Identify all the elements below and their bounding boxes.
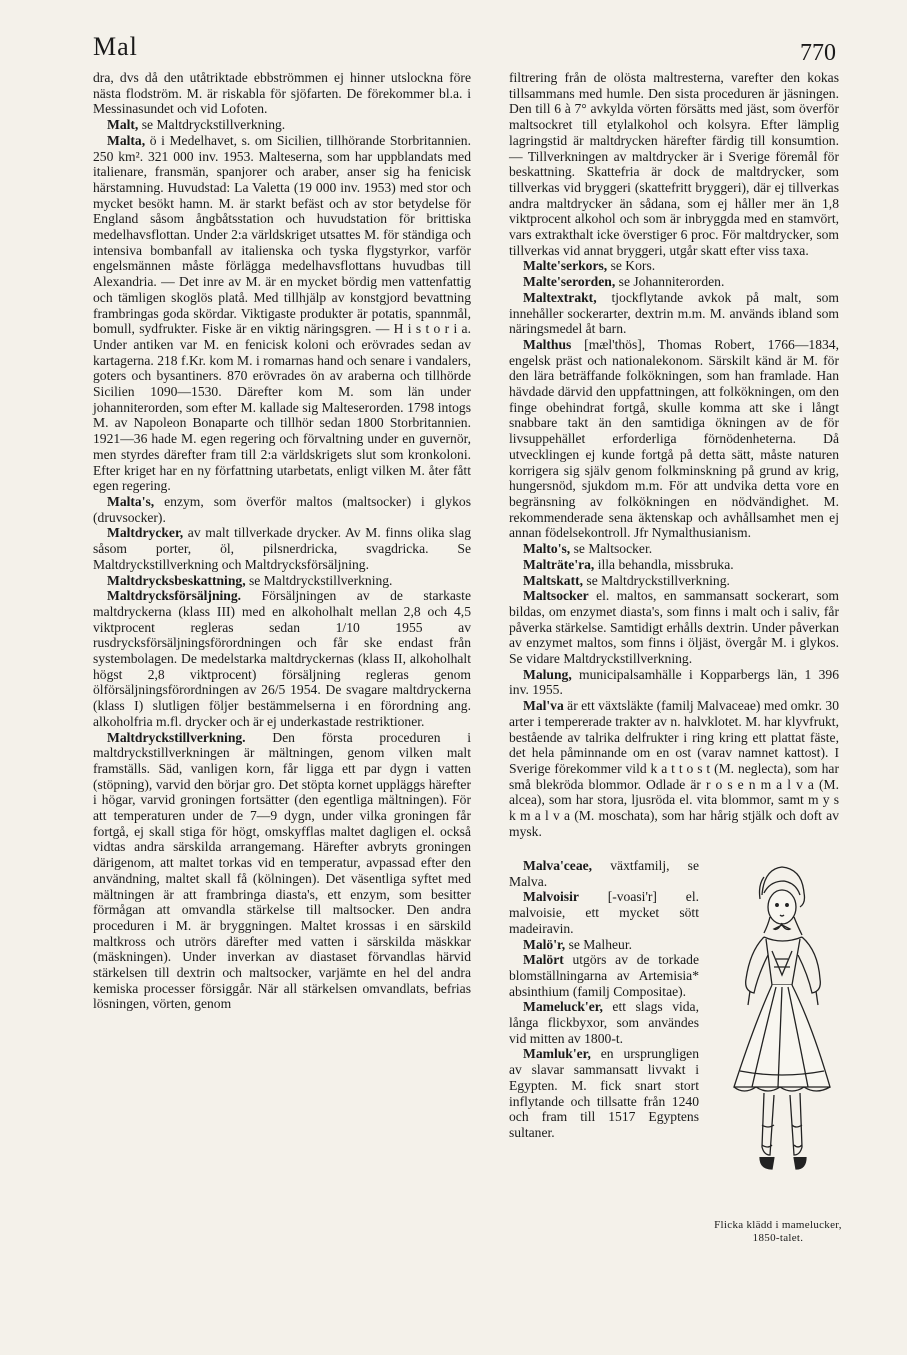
right-column [509, 70, 839, 839]
right-wrap-column [509, 858, 699, 1141]
entry-maltsocker: Maltsocker el. maltos, en sammansatt sockerart, som bildas, om enzymet diasta's, som finns i malt och i saliv, får påverka stärkelse. Samtidigt erhålls dextrin. Under påverkan av enzymet maltos, som finns i öljäst, övergår M. i glykos. Se vidare Maltdryckstillverkning. [509, 588, 839, 667]
entry-maltratera: Malträte'ra, illa behandla, missbruka. [523, 556, 734, 572]
entry-malor: Malö'r, se Malheur. [523, 936, 632, 952]
entry-maltdryckstillverkning: Maltdryckstillverkning. Den första proceduren i maltdryckstillverkningen är mältningen, genom vilken malt framställs. Säd, vanligen korn, får ligga ett par dygn i vatten (stöpning), varvid den börjar gro. Det stöpta kornet uppläggs härefter i högar, varvid groningen fortsätter (den egentliga mältningen). För att temperaturen under de 7—9 dygn, under vilka groningen får fortgå, ej skall stiga för högt, omskyfflas maltet dagligen el. också vidtas andra särskilda arrangemang. Härefter avbryts groningen därigenom, att maltet torkas vid en temperatur, avpassad efter den användning, maltet skall få (kölningen). Det väsentliga syftet med mältningen är att frambringa diasta's, ett enzym, som besitter förmågan att omvandla stärkelse till maltsocker. Den andra proceduren i M. är bryggningen. Maltet krossas i en särskild maltkross och utrörs därefter med vatten i särskilda mäskkar (mäskningen). Under inverkan av diastaset förvandlas härvid stärkelsen till dextrin och maltsocker, varjämte en hel del andra kemiska processer försiggår. När all stärkelsen omvandlats, befrias lösningen, vörten, genom [93, 729, 471, 1012]
header-guide-word: Mal [93, 32, 138, 61]
entry-maltdrycksforsaljning: Maltdrycksförsäljning. Försäljningen av de starkaste maltdryckerna (klass III) med en alkoholhalt mellan 2,8 och 4,5 viktprocent regleras sedan 1/10 1955 av rusdrycksförsäljningsförordningen och får ske endast från systembolagen. De medelstarka maltdryckernas (klass II, alkoholhalt högst 2,8 viktprocent) försäljning regleras genom ölförsäljningsförordningen av 26/5 1954. De svagare maltdryckerna (klass I) slutligen följer bestämmelserna i en förordning ang. alkoholfria m.fl. drycker och är ej underkastade restriktioner. [93, 588, 471, 729]
figure-caption: Flicka klädd i mamelucker, 1850-talet. [714, 1219, 842, 1244]
entry-malvaceae: Malva'ceae, växtfamilj, se Malva. [509, 858, 699, 889]
entry-malteserkors: Malte'serkors, se Kors. [523, 258, 656, 274]
entry-continuation: dra, dvs då den utåtriktade ebbströmmen ej hinner utslockna före nästa flodström. M. är riskabla för sjöfarten. De förekommer bl.a. i Messinasundet och vid Lofoten. [93, 70, 471, 117]
entry-maltos: Malto's, se Maltsocker. [523, 541, 653, 557]
entry-malthus: Malthus [mæl'thös], Thomas Robert, 1766—1834, engelsk präst och nationalekonom. Särskilt känd är M. för den lära beträffande folkökningen, som han framlade. Han hävdade därvid den uppfattningen, att folkökningen, om den finge obehindrat fortgå, skulle komma att ske i långt snabbare takt än den samtidiga ökningen av de för livsuppehället erforderliga förnödenheterna. Då utvecklingen ej kunde fortgå på detta sätt, måste naturen korrigera sig själv genom folkminskning på grund av krig, hungersnöd, sjukdom m.m. För att undvika detta vore en begränsning av folkökningen en nödvändighet. M. rekommenderade sena äktenskap och avhållsamhet men ej annan födelsekontroll. Jfr Nymalthusianism. [509, 336, 839, 541]
entry-malvoisir: Malvoisir [-voasi'r] el. malvoisie, ett mycket sött madeiravin. [509, 889, 699, 936]
entry-malteserorden: Malte'serorden, se Johanniterorden. [523, 274, 725, 290]
entry-mamelucker: Mameluck'er, ett slags vida, långa flickbyxor, som användes vid mitten av 1800-t. [509, 999, 699, 1046]
page-number: 770 [800, 40, 836, 66]
entry-mamluker: Mamluk'er, en ursprungligen av slavar sammansatt livvakt i Egypten. M. fick snart stort inflytande och tillsatte från 1240 och fram till 1517 Egyptens sultaner. [509, 1046, 699, 1140]
entry-maltskatt: Maltskatt, se Maltdryckstillverkning. [523, 572, 730, 588]
entry-malt: Malt, se Maltdryckstillverkning. [107, 117, 286, 133]
entry-continuation-right: filtrering från de olösta maltresterna, varefter den kokas tillsammans med humle. Den sista proceduren är jäsningen. Den till 6 à 7° avkylda vörten försätts med jäst, som överför maltsockret till etylalkohol och kolsyra. Efter lämplig lagringstid är maltdrycken härefter färdig till konsumtion. — Tillverkningen av maltdrycker är i Sverige föremål för beskattning. Skattefria är dock de maltdrycker, som tillverkas vid bryggeri (skattefritt bryggeri), där ej tillverkas andra maltdrycker än sådana, som ej håller mer än 1,8 viktprocent alkohol och som är inbryggda med en stamvört, vars extrakthalt icke överstiger 6 proc. För maltdrycker, som tillverkas vid annat bryggeri, utgår skatt efter viss taxa. [509, 70, 839, 258]
entry-maltextrakt: Maltextrakt, tjockflytande avkok på malt, som innehåller sockerarter, dextrin m.m. M. används ibland som näringsmedel åt barn. [509, 289, 839, 337]
entry-malung: Malung, municipalsamhälle i Kopparbergs län, 1 396 inv. 1955. [509, 666, 839, 698]
girl-in-mamelucker-illustration [724, 855, 834, 1215]
entry-malva: Mal'va är ett växtsläkte (familj Malvaceae) med omkr. 30 arter i tempererade trakter av n. halvklotet. M. har klyvfrukt, bestående av talrika delfrukter i ring kring ett plattat fäste, det hela påminnande om en ost (varav namnet kattost). I Sverige förekommer vild k a t t o s t (M. neglecta), som har små blekröda blommor. Odlade är r o s e n m a l v a (M. alcea), som har stora, ljusröda el. vita blommor, samt m y s k m a l v a (M. moschata), som har hårig stjälk och doft av mysk. [509, 698, 839, 839]
entry-maltdrycker: Maltdrycker, av malt tillverkade drycker. Av M. finns olika slag såsom porter, öl, pilsnerdricka, svagdricka. Se Maltdryckstillverkning och Maltdrycksförsäljning. [93, 525, 471, 572]
entry-maltas: Malta's, enzym, som överför maltos (maltsocker) i glykos (druvsocker). [93, 493, 471, 525]
left-column [93, 70, 471, 1012]
illustration-figure [712, 855, 844, 1245]
entry-malta: Malta, ö i Medelhavet, s. om Sicilien, tillhörande Storbritannien. 250 km². 321 000 inv. 1953. Malteserna, som har uppblandats med italienare, fransmän, spanjorer och araber, anser sig ha fenicisk härstamning. Huvudstad: La Valetta (19 000 inv. 1953) med stor och mycket besökt hamn. M. är starkt befäst och av stor betydelse för England såsom ångbåtsstation och huvudstation för brittiska medelhavsflottan. Under 2:a världskriget utsattes M. för ständiga och intensiva bombanfall av italienska och tyska flygstyrkor, varför engelsmännen måste förlägga medelhavsflottans huvudbas till Alexandria. — Det inre av M. är en mycket bördig men vattenfattig och tämligen skoglös platå. Med tillhjälp av konstgjord bevattning frambringas goda skördar. Viktigaste produkter är potatis, spannmål, bomull, sydfrukter. Fiske är en viktig näringsgren. — H i s t o r i a. Under antiken var M. en fenicisk koloni och erövrades sedan av kartagerna. 218 f.Kr. kom M. i romarnas hand och senare i vandalers, goters och bysantiners. 870 erövrades ön av araberna och tillhörde Sicilien 1090—1530. Därefter kom M. som län under johanniterorden, som efter M. kallade sig Malteserorden. 1798 intogs M. av Napoleon Bonaparte och tillhör sedan 1800 Storbritannien. 1921—36 hade M. egen regering och förvaltning under en guvernör, men styrdes därefter fram till 2:a världskrigets slut som kronkoloni. Efter kriget har en ny författning utarbetats, enligt vilken M. åter fått egen regering. [93, 132, 471, 494]
entry-malort: Malört utgörs av de torkade blomställningarna av Artemisia* absinthium (familj Compositae). [509, 952, 699, 999]
entry-maltdrycksbeskattning: Maltdrycksbeskattning, se Maltdryckstillverkning. [107, 572, 393, 588]
